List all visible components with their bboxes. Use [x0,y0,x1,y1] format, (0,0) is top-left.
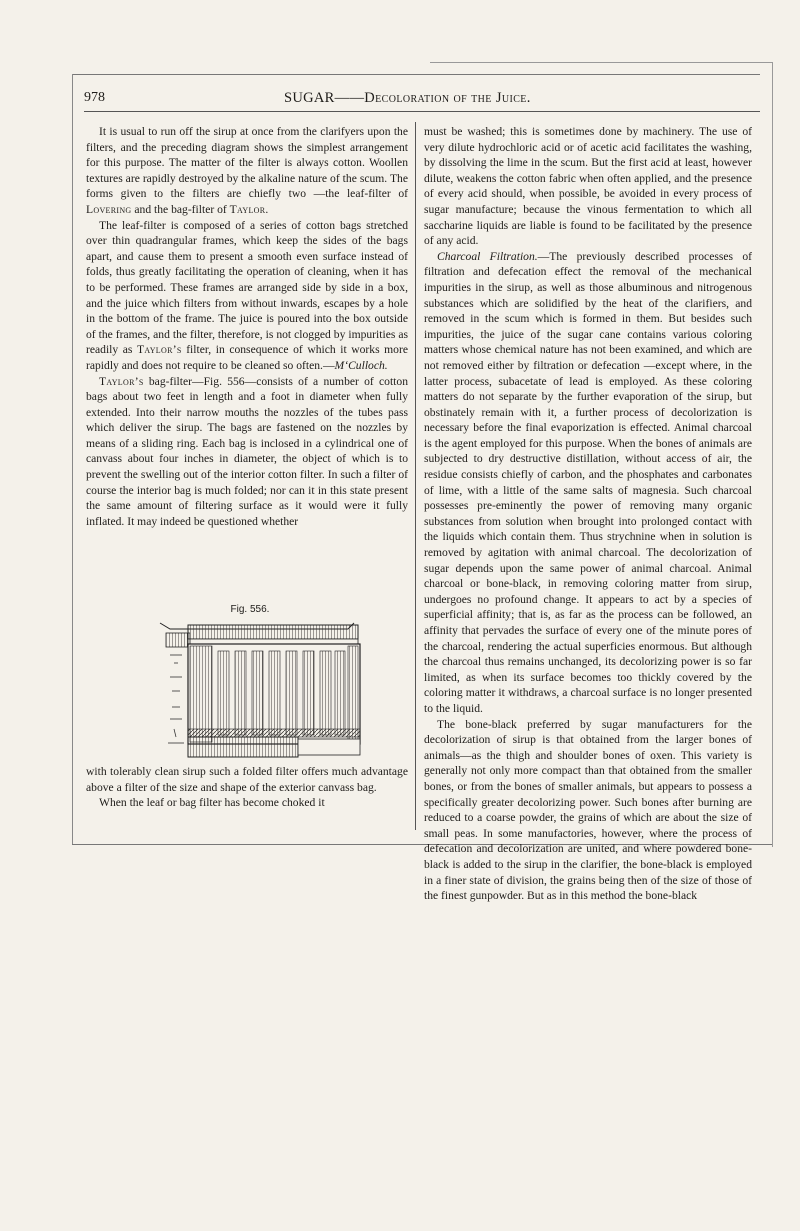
figure-caption: Fig. 556. [230,604,270,615]
running-header [84,90,760,112]
name-lovering: Lovering [86,202,132,216]
paragraph: Taylor’s bag-filter—Fig. 556—consists of a number of cotton bags about two feet in length and a foot in diameter when fully extended. Into their narrow mouths the nozzles of the tubes pass which deliver the sirup. The bags are fastened on the nozzles by means of a sliding ring. Each bag is inclosed in a cylindrical one of canvass about four inches in diameter, the object of which is to prevent the swelling out of the interior cotton filter. In such a filter of course the interior bag is much folded; nor can it in this state present the same amount of filtering surface as it would were it fully inflated. It may indeed be questioned whether [86,374,408,528]
paragraph: must be washed; this is sometimes done by machinery. The use of very dilute hydrochloric acid or of acetic acid facilitates the washing, by dissolving the lime in the scum. But the first acid at least, however dilute, weakens the cotton fabric when often applied, and the presence of every acid should, when possible, be avoided in every process of sugar manufacture; because the vinous fermentation to which all saccharine liquids are liable is found to be facilitated by the presence of any acid. [424,125,752,248]
page-border-left [72,74,73,844]
header-rule [84,111,760,112]
bottom-outlet [188,729,360,757]
paragraph: Charcoal Filtration.—The previously described processes of filtration and defecation effect the removal of the mechanical impurities in the sirup, as well as those albuminous and nitrogenous substances which are solidified by the heat of the clarifiers, and removed in the scum which is formed in them. But besides such impurities, the juice of the sugar cane contains various coloring matters whose chemical nature has not been examined, and which are not removed either by filtration or defecation —except where, in the latter process, subacetate of lead is employed. As these coloring matters do not separate by the further evaporation of the sirup, but obstinately remain with it, a further process of decolorization is necessary before the final evaporization is effected. Animal charcoal is the agent employed for this purpose. When the bones of animals are subjected to dry destructive distillation, without access of air, the residue consists chiefly of carbon, and the phosphates and carbonates of lime, with a little of the same salts of magnesia. Such charcoal possesses pre-eminently the power of removing many organic substances from solution when brought into prolonged contact with the liquids which contain them. Thus strychnine when in solution is removed by agitation with animal charcoal. The decolorization of sugar depends upon the same power of animal charcoal. Animal charcoal or bone-black, in removing coloring matter from sirup, undergoes no profound change. It appears to act by a species of superficial affinity; that is, as far as the process can be followed, an affinity that pervades the surface of every one of the minute pores of the charcoal, rendering the actual superficies enormous. But although the charcoal thus remains unchanged, its decolorizing power is so far limited, as when its surface becomes too thickly covered by the coloring matter it withdraws, a charcoal surface is no longer presented to the liquid. [424,249,752,715]
name-taylor: Taylor [229,202,266,216]
paragraph: It is usual to run off the sirup at once from the clarifyers upon the filters, and the preceding diagram shows the simplest arrangement for this purpose. The matter of the filter is always cotton. Woollen textures are rapidly destroyed by the alkaline nature of the scum. The forms given to the filters are chiefly two —the leaf-filter of Lovering and the bag-filter of Taylor. [86,125,408,216]
running-title [284,90,531,107]
right-column [424,124,752,904]
paragraph: When the leaf or bag filter has become choked it [99,796,325,810]
left-column-top [86,124,408,529]
left-column-bottom [86,764,408,811]
page-border-right [772,62,773,847]
column-divider [415,122,416,830]
side-markings [168,655,184,743]
running-title-sub: Decoloration of the Juice. [364,90,531,106]
running-title-dash: —— [334,90,365,106]
section-title: Charcoal Filtration. [437,249,538,263]
paragraph: The leaf-filter is composed of a series of cotton bags stretched over thin quadrangular frames, which keep the sides of the bags apart, and cause them to present a smooth even surface instead of folds, thus greatly facilitating the operation of cleaning, when it has to be performed. These frames are arranged side by side in a box, and the juice which filters from without inwards, escapes by a hole in the bottom of the frame. The juice is poured into the box outside of the frames, and the filter, therefore, is not clogged by impurities as readily as Taylor’s filter, in consequence of which it works more rapidly and does not require to be cleaned so often.—M‘Culloch. [86,218,408,372]
citation: M‘Culloch. [334,358,388,372]
paragraph: with tolerably clean sirup such a folded filter offers much advantage above a filter of the size and shape of the exterior canvass bag. [86,765,408,794]
page-border-top [72,74,760,75]
name-taylors: Taylor’s [99,374,144,388]
name-taylors: Taylor’s [137,343,182,357]
bag-filter-drawing [148,619,380,759]
paragraph: The bone-black preferred by sugar manufacturers for the decolorization of sirup is that obtained from the larger bones of animals—as the thigh and shoulder bones of oxen. This variety is generally not only more compact than that obtained from the smaller bones, or from the bones of smaller animals, but appears to possess a specifically greater decolorizing power. Such bones after burning are reduced to a coarse powder, the grains of which are about the size of small peas. In some manufactories, however, where the process of defecation and decolorization are united, and where powdered bone-black is added to the sirup in the clarifier, the bone-black is employed in a finer state of division, the grains being then of the size of those of the finest gunpowder. But as in this method the bone-black [424,717,752,903]
page-number: 978 [84,90,105,105]
page-border-top-outer [430,62,772,63]
running-title-main: SUGAR [284,90,335,106]
bag-filter-illustration [148,619,380,759]
